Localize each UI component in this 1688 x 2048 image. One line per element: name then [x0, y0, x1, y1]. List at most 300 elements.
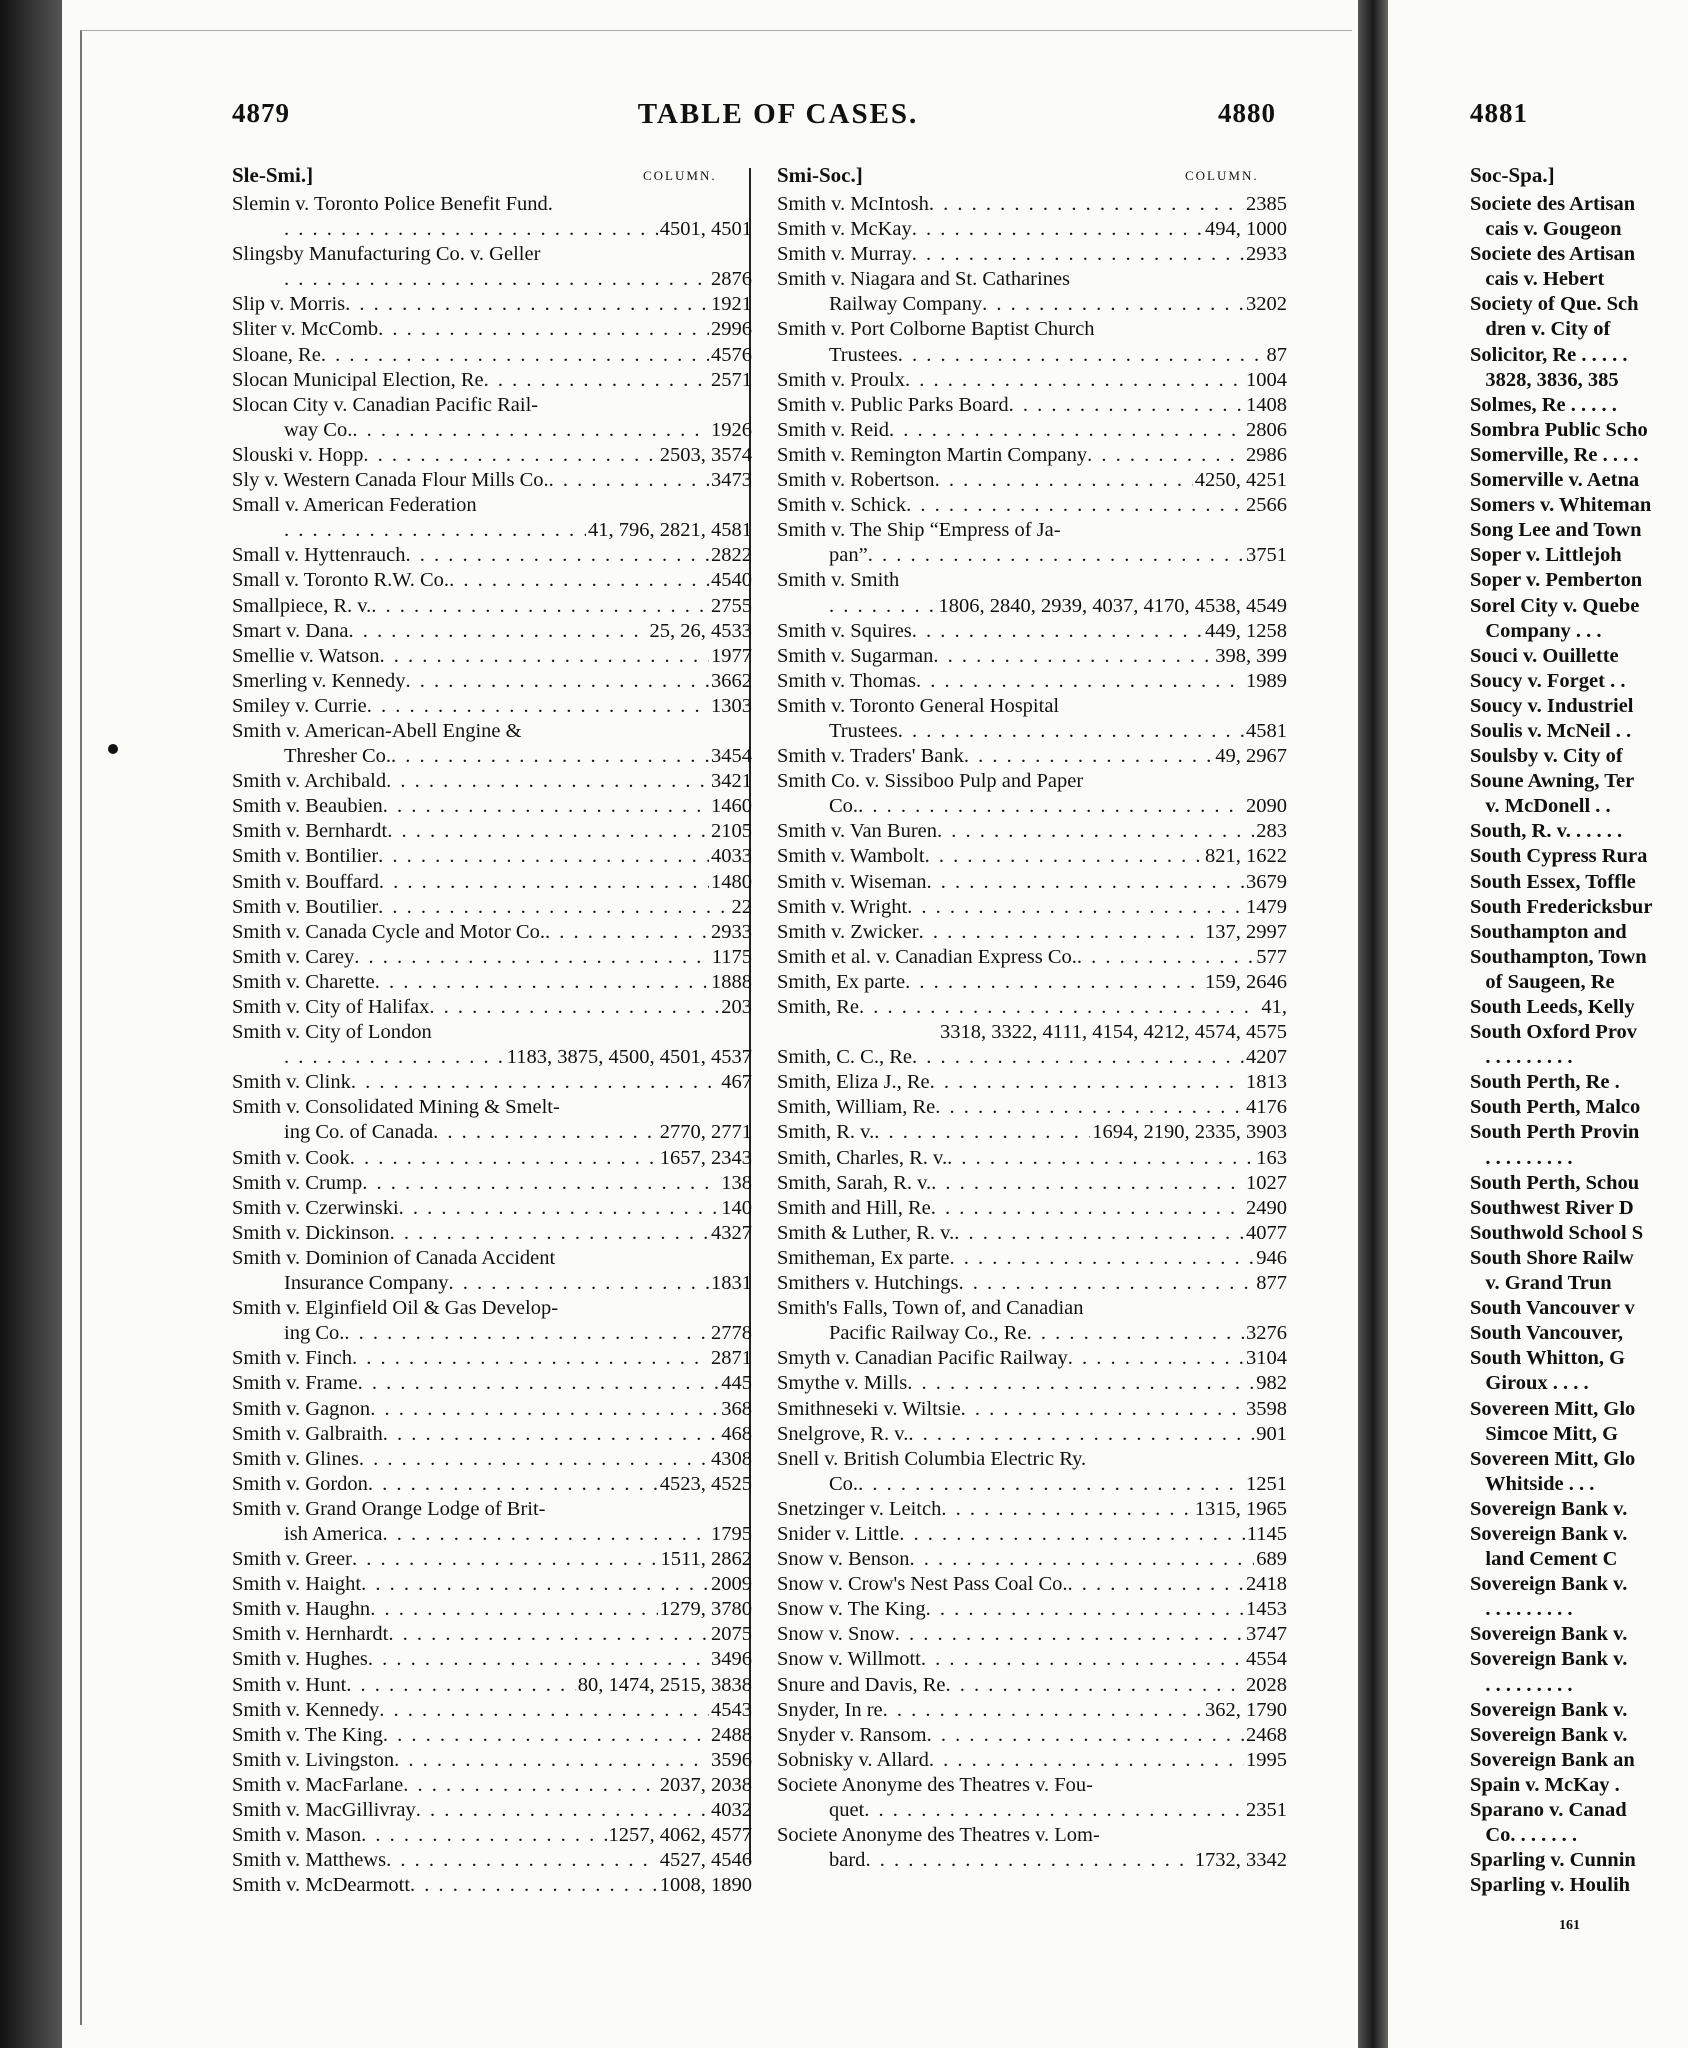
column-ref: 1257, 4062, 4577: [608, 1824, 752, 1847]
dot-leader: [910, 1547, 1255, 1572]
case-name: Smith v. Beaubien: [232, 795, 383, 818]
case-entry: [777, 1572, 1287, 1597]
case-line: [777, 920, 1287, 945]
case-entry: [232, 343, 752, 368]
case-line-continued: [777, 1472, 1287, 1497]
case-name: Smith v. Hughes: [232, 1648, 368, 1671]
case-line-partial: South Shore Railw: [1470, 1246, 1634, 1269]
case-line-partial: Sombra Public Scho: [1470, 418, 1648, 441]
case-line-partial: South Leeds, Kelly: [1470, 996, 1635, 1018]
case-line: [777, 1271, 1287, 1296]
case-entry: [232, 1221, 752, 1246]
case-entry: [232, 1572, 752, 1597]
case-name: Smith v. City of Halifax: [232, 996, 430, 1018]
case-line: [232, 970, 752, 995]
case-name: Smith's Falls, Town of, and Canadian: [777, 1297, 1084, 1320]
case-line-partial: Soper v. Pemberton: [1470, 569, 1643, 592]
dot-leader: [344, 1321, 709, 1346]
case-line: [232, 192, 752, 217]
case-entry: [232, 945, 752, 970]
case-line-partial: Sovereign Bank an: [1470, 1748, 1635, 1771]
case-name: Small v. Hyttenrauch: [232, 544, 406, 567]
case-entry: [232, 1773, 752, 1798]
case-name: Smerling v. Kennedy: [232, 669, 406, 692]
case-name-continued: Trustees: [829, 343, 898, 366]
dot-leader: [864, 1798, 1244, 1823]
case-name: Smith v. Grand Orange Lodge of Brit-: [232, 1497, 546, 1520]
case-line: [232, 1221, 752, 1246]
case-name: Smith v. Wright: [777, 895, 908, 918]
dot-leader: [410, 1873, 658, 1898]
case-entry: [777, 493, 1287, 518]
case-name: Snow v. Crow's Nest Pass Coal Co.: [777, 1573, 1068, 1596]
case-line-partial: Sparling v. Cunnin: [1470, 1849, 1636, 1872]
case-name: Smith v. Cook: [232, 1146, 350, 1169]
column-ref: 3496: [711, 1648, 752, 1671]
column-ref: 25, 26, 4533: [649, 619, 752, 642]
case-line-continued: [777, 794, 1287, 819]
case-entry: [232, 1296, 752, 1346]
case-entry: [777, 694, 1287, 744]
case-name: Smith v. Kennedy: [232, 1698, 380, 1721]
case-line-partial: Sovereign Bank v.: [1470, 1497, 1628, 1520]
case-line: [232, 1572, 752, 1597]
case-line: [232, 669, 752, 694]
case-line-continued: [232, 518, 752, 543]
case-line: [232, 292, 752, 317]
case-line-partial: Soulsby v. City of: [1470, 745, 1623, 768]
column-ref: 1806, 2840, 2939, 4037, 4170, 4538, 4549: [938, 594, 1287, 617]
case-line-partial: South Fredericksbur: [1470, 895, 1653, 918]
column-ref: 901: [1256, 1422, 1287, 1445]
column-ref: 1004: [1246, 368, 1287, 391]
column-ref: 159, 2646: [1205, 970, 1287, 993]
margin-dot: [108, 744, 118, 754]
case-entry: [232, 1647, 752, 1672]
dot-leader: [368, 1472, 658, 1497]
case-entry: [232, 468, 752, 493]
case-entry: [232, 1673, 752, 1698]
case-entry: [777, 518, 1287, 568]
case-line: [232, 242, 752, 267]
case-line: [777, 518, 1287, 543]
case-name: Smith v. Charette: [232, 970, 375, 993]
case-line-continued: [777, 543, 1287, 568]
dot-leader: [370, 1597, 658, 1622]
column-ref: 2385: [1246, 193, 1287, 215]
dot-leader: [937, 819, 1254, 844]
case-entry: [232, 1547, 752, 1572]
case-entry: [232, 1447, 752, 1472]
mid-column-head: Smi-Soc.]: [777, 163, 863, 187]
case-line: [232, 1371, 752, 1396]
case-line-continued: [777, 1321, 1287, 1346]
column-ref: 946: [1256, 1246, 1287, 1269]
case-line-continued: [777, 594, 1287, 619]
column-ref: 2037, 2038: [659, 1773, 752, 1796]
dot-leader: [874, 1120, 1090, 1145]
case-entry: [232, 895, 752, 920]
column-ref: 4207: [1246, 1046, 1287, 1069]
case-line: [777, 393, 1287, 418]
column-ref: 4554: [1246, 1648, 1287, 1671]
case-line: [777, 970, 1287, 995]
case-entry: [777, 644, 1287, 669]
case-entry: [777, 1296, 1287, 1346]
dot-leader: [1087, 443, 1244, 468]
column-ref: 445: [721, 1372, 752, 1395]
case-entry: [777, 1146, 1287, 1171]
case-entry: [232, 543, 752, 568]
case-line-partial: cais v. Hebert: [1470, 268, 1605, 291]
case-name: Small v. American Federation: [232, 494, 477, 517]
dot-leader: [935, 468, 1193, 493]
case-line: [777, 368, 1287, 393]
case-entry: [232, 920, 752, 945]
case-line-partial: Sparling v. Houlih: [1470, 1874, 1631, 1897]
case-line-partial: Societe des Artisan: [1470, 243, 1636, 266]
case-entry: [232, 995, 752, 1020]
case-line: [777, 844, 1287, 869]
case-name: Smith v. Matthews: [232, 1849, 387, 1872]
column-ref: 1460: [711, 795, 752, 818]
column-ref: 1480: [711, 870, 752, 893]
case-name: Smith v. Bouffard: [232, 870, 379, 893]
case-name: Smith v. McKay: [777, 218, 912, 241]
dot-leader: [350, 1146, 658, 1171]
column-ref: 821, 1622: [1205, 845, 1287, 868]
running-title: TABLE OF CASES.: [637, 98, 919, 130]
case-name: Smith et al. v. Canadian Express Co.: [777, 945, 1077, 968]
case-line: [777, 1497, 1287, 1522]
case-entry: [777, 1823, 1287, 1873]
case-line: [777, 443, 1287, 468]
case-line-partial: Soune Awning, Ter: [1470, 770, 1635, 793]
column-ref: 137, 2997: [1205, 920, 1287, 943]
case-line: [232, 393, 752, 418]
case-line-continued: [777, 1848, 1287, 1873]
case-name: Small v. Toronto R.W. Co.: [232, 569, 450, 592]
dot-leader: [927, 870, 1244, 895]
column-ref: 4523, 4525: [659, 1472, 752, 1495]
column-ref: 3679: [1246, 870, 1287, 893]
dot-leader: [916, 669, 1244, 694]
dot-leader: [906, 493, 1244, 518]
dot-leader: [416, 1798, 709, 1823]
case-entry: [777, 1673, 1287, 1698]
dot-leader: [1077, 945, 1254, 970]
column-ref: 140: [721, 1196, 752, 1219]
column-ref: 1027: [1246, 1171, 1287, 1194]
case-line-partial: . . . . . . . . .: [1470, 1046, 1573, 1069]
column-ref: 398, 399: [1215, 644, 1287, 667]
dot-leader: [912, 1045, 1244, 1070]
case-line-partial: Soulis v. McNeil . .: [1470, 719, 1632, 742]
column-ref: 1408: [1246, 393, 1287, 416]
column-ref: 877: [1256, 1272, 1287, 1295]
case-line: [777, 769, 1287, 794]
case-line: [232, 1622, 752, 1647]
case-name-continued: ing Co.: [284, 1322, 345, 1345]
column-ref: 689: [1256, 1548, 1287, 1571]
case-line-continued: [232, 1321, 752, 1346]
case-name: Smith v. Archibald: [232, 770, 387, 793]
case-line: [232, 870, 752, 895]
case-line: [777, 644, 1287, 669]
case-name: Smith v. Robertson: [777, 469, 935, 492]
case-line-partial: South Essex, Toffle: [1470, 870, 1636, 893]
right-case-list: [1470, 192, 1688, 1898]
dot-leader: [954, 1221, 1244, 1246]
dot-leader: [346, 1673, 575, 1698]
column-ref: 3104: [1246, 1347, 1287, 1370]
page-number-left: 4879: [232, 98, 290, 128]
case-name: Smith v. American-Abell Engine &: [232, 719, 522, 742]
mid-column-word: COLUMN.: [1185, 168, 1259, 183]
case-line: [232, 1171, 752, 1196]
case-line: [777, 1095, 1287, 1120]
case-entry: [232, 619, 752, 644]
case-name: Smith v. Livingston: [232, 1748, 395, 1771]
dot-leader: [352, 1547, 659, 1572]
case-name: Sly v. Western Canada Flour Mills Co.: [232, 469, 549, 492]
column-ref: 362, 1790: [1205, 1698, 1287, 1721]
column-ref: 449, 1258: [1205, 619, 1287, 642]
case-name: Smith v. Reid: [777, 418, 889, 441]
case-line-partial: Southwold School S: [1470, 1221, 1644, 1244]
book-gutter: [1358, 0, 1388, 2048]
case-name: Slocan Municipal Election, Re: [232, 368, 484, 391]
column-ref: 1989: [1246, 669, 1287, 692]
case-name: Smith v. MacFarlane: [232, 1773, 404, 1796]
case-entry: [777, 1196, 1287, 1221]
case-name: Slingsby Manufacturing Co. v. Geller: [232, 243, 541, 266]
case-line-partial: Southampton and: [1470, 920, 1627, 943]
dot-leader: [931, 1196, 1244, 1221]
case-line-partial: Society of Que. Sch: [1470, 293, 1639, 316]
case-line: [232, 1698, 752, 1723]
dot-leader: [391, 744, 709, 769]
case-name: Snure and Davis, Re: [777, 1673, 946, 1696]
case-line-continued: [232, 418, 752, 443]
case-name: Slocan City v. Canadian Pacific Rail-: [232, 393, 539, 416]
column-ref: 4581: [1246, 719, 1287, 742]
case-line-partial: South Perth Provin: [1470, 1121, 1640, 1144]
case-line: [232, 368, 752, 393]
case-name: Smart v. Dana: [232, 619, 349, 642]
left-column-word: COLUMN.: [643, 168, 717, 183]
case-name: Smith v. Squires: [777, 619, 912, 642]
case-name: Sloane, Re: [232, 343, 321, 366]
column-ref: 3596: [711, 1748, 752, 1771]
column-ref: 4576: [711, 343, 752, 366]
case-line: [777, 1522, 1287, 1547]
case-line: [232, 719, 752, 744]
case-line: [232, 1497, 752, 1522]
case-entry: [777, 1522, 1287, 1547]
case-line-partial: Sovereen Mitt, Glo: [1470, 1397, 1636, 1420]
case-line: [777, 317, 1287, 342]
column-ref: 1479: [1246, 895, 1287, 918]
case-line: [777, 1371, 1287, 1396]
column-ref: 283: [1256, 820, 1287, 843]
case-line: [777, 1196, 1287, 1221]
case-entry: [232, 1020, 752, 1070]
case-entry: [777, 1647, 1287, 1672]
case-entry: [777, 1622, 1287, 1647]
case-line-partial: land Cement C: [1470, 1548, 1618, 1571]
column-ref: 2933: [711, 920, 752, 943]
case-entry: [777, 619, 1287, 644]
case-name: Smellie v. Watson: [232, 644, 380, 667]
dot-leader: [925, 844, 1203, 869]
column-ref: 4032: [711, 1799, 752, 1821]
column-ref: 2468: [1246, 1723, 1287, 1746]
dot-leader: [378, 895, 729, 920]
case-entry: [777, 568, 1287, 618]
case-name: Smith v. Wambolt: [777, 845, 925, 868]
case-line-partial: South Perth, Schou: [1470, 1171, 1640, 1194]
case-entry: [232, 1823, 752, 1848]
dot-leader: [912, 619, 1203, 644]
dot-leader: [405, 669, 709, 694]
case-name: Snyder v. Ransom: [777, 1723, 927, 1746]
case-entry: [777, 870, 1287, 895]
case-line: [232, 1146, 752, 1171]
case-entry: [777, 669, 1287, 694]
column-ref: 41, 796, 2821, 4581: [588, 519, 752, 542]
case-line: [232, 443, 752, 468]
dot-leader: [905, 970, 1203, 995]
case-entry: [232, 1622, 752, 1647]
case-line: [777, 1120, 1287, 1145]
case-name: Smith v. Schick: [777, 494, 907, 517]
dot-leader: [349, 619, 648, 644]
case-entry: [777, 443, 1287, 468]
case-name: Smith v. Toronto General Hospital: [777, 694, 1060, 717]
case-entry: [777, 995, 1287, 1045]
case-entry: [777, 1246, 1287, 1271]
case-entry: [777, 744, 1287, 769]
column-ref: 3421: [711, 770, 752, 793]
case-line-partial: dren v. City of: [1470, 318, 1611, 341]
case-line: [777, 1070, 1287, 1095]
dot-leader: [387, 819, 709, 844]
column-ref: 1251: [1246, 1472, 1287, 1495]
case-line: [232, 468, 752, 493]
case-name: Smith v. City of London: [232, 1021, 432, 1044]
dot-leader: [359, 1447, 709, 1472]
case-name-continued: pan”: [829, 544, 868, 567]
case-line: [232, 769, 752, 794]
signature-mark: 161: [1559, 1918, 1580, 1933]
case-name: Smith v. Haight: [232, 1573, 362, 1596]
case-entry: [232, 844, 752, 869]
case-line: [777, 493, 1287, 518]
case-line-partial: Simcoe Mitt, G: [1470, 1422, 1619, 1445]
dot-leader: [898, 719, 1244, 744]
dot-leader: [865, 1848, 1192, 1873]
column-ref: 2571: [711, 368, 752, 391]
case-name-continued: Co.: [829, 1472, 859, 1495]
dot-leader: [859, 995, 1259, 1020]
case-name: Smith v. Smith: [777, 569, 900, 592]
column-ref: 3598: [1246, 1397, 1287, 1420]
case-name: Smitheman, Ex parte: [777, 1246, 950, 1269]
case-line-partial: . . . . . . . . .: [1470, 1146, 1573, 1169]
case-entry: [777, 1597, 1287, 1622]
dot-leader: [380, 644, 709, 669]
case-line: [232, 1748, 752, 1773]
case-entry: [232, 1798, 752, 1823]
case-line: [232, 1296, 752, 1321]
case-line-continued: [777, 292, 1287, 317]
case-line: [232, 1095, 752, 1120]
case-entry: [777, 1371, 1287, 1396]
case-name: Smith, Ex parte: [777, 970, 906, 993]
column-ref: 2418: [1246, 1573, 1287, 1596]
case-line: [232, 819, 752, 844]
case-line: [777, 1547, 1287, 1572]
left-case-list: [232, 192, 752, 1898]
dot-leader: [927, 1723, 1244, 1748]
case-name: Smith v. Van Buren: [777, 820, 938, 843]
case-line: [232, 1848, 752, 1873]
case-entry: [232, 794, 752, 819]
case-name: Societe Anonyme des Theatres v. Fou-: [777, 1773, 1093, 1796]
case-line: [777, 1296, 1287, 1321]
case-entry: [777, 1773, 1287, 1823]
dot-leader: [895, 1622, 1244, 1647]
column-ref: 4176: [1246, 1096, 1287, 1119]
dot-leader: [549, 468, 709, 493]
dot-leader: [921, 1647, 1244, 1672]
case-line-partial: South Whitton, G: [1470, 1347, 1626, 1370]
column-ref: 368: [721, 1397, 752, 1420]
case-name: Smith v. Remington Martin Company: [777, 443, 1088, 466]
case-line: [777, 1572, 1287, 1597]
column-ref: 1303: [711, 694, 752, 717]
dot-leader: [383, 1723, 709, 1748]
column-ref: 2770, 2771: [659, 1121, 752, 1144]
case-name: Smith v. Frame: [232, 1372, 358, 1395]
case-line: [232, 619, 752, 644]
case-line-partial: Whitside . . .: [1470, 1472, 1595, 1495]
case-entry: [232, 1196, 752, 1221]
dot-leader: [284, 217, 658, 242]
dot-leader: [889, 418, 1244, 443]
case-line: [232, 1070, 752, 1095]
column-ref: 2351: [1246, 1799, 1287, 1821]
case-name: Smith Co. v. Sissiboo Pulp and Paper: [777, 770, 1084, 793]
case-name: Smith, William, Re: [777, 1096, 936, 1119]
case-line: [232, 1447, 752, 1472]
case-entry: [232, 1397, 752, 1422]
case-line: [777, 1422, 1287, 1447]
column-ref: 2028: [1246, 1673, 1287, 1696]
dot-leader: [352, 418, 709, 443]
case-line: [777, 1397, 1287, 1422]
case-name: Slemin v. Toronto Police Benefit Fund.: [232, 193, 553, 215]
column-ref: 3662: [711, 669, 752, 692]
dot-leader: [930, 1070, 1244, 1095]
case-entry: [232, 819, 752, 844]
case-entry: [232, 443, 752, 468]
column-ref: 1795: [711, 1522, 752, 1545]
dot-leader: [1068, 1572, 1244, 1597]
dot-leader: [354, 945, 710, 970]
dot-leader: [950, 1246, 1255, 1271]
